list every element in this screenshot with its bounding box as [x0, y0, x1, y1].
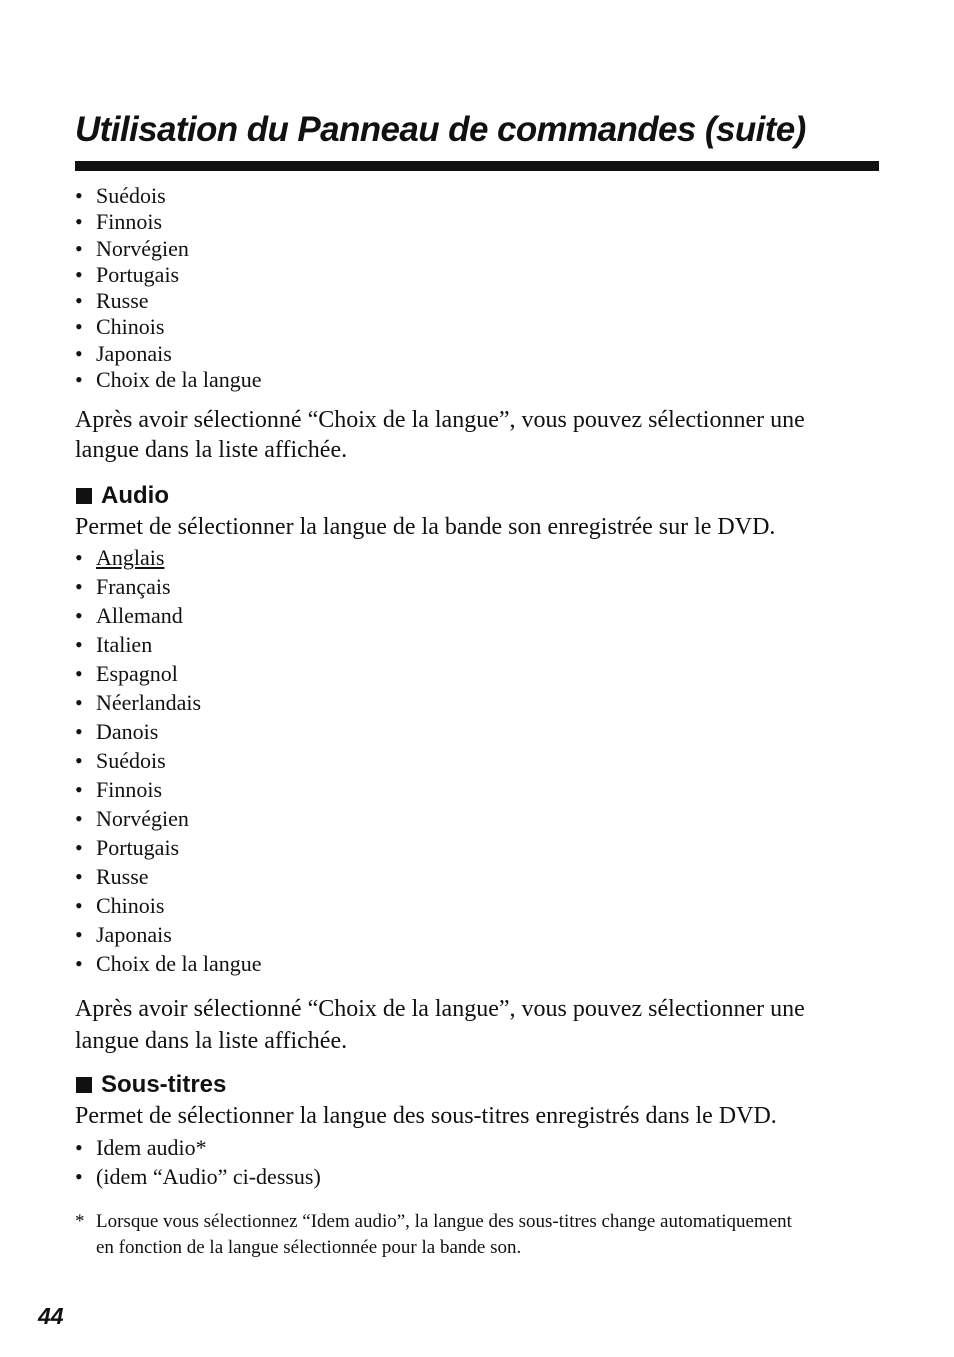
language-choice-note: [75, 405, 885, 465]
language-list-continued: [75, 183, 885, 393]
list-item: • Choix de la langue: [75, 949, 885, 978]
list-item: • (idem “Audio” ci-dessus): [75, 1162, 885, 1191]
subtitles-option-list: [75, 1133, 885, 1191]
list-item: • Finnois: [75, 209, 885, 235]
subtitles-heading-label: Sous-titres: [101, 1071, 227, 1099]
footnote-text: [96, 1209, 792, 1261]
footnote: [75, 1209, 885, 1261]
list-item: • Portugais: [75, 262, 885, 288]
list-item: • Chinois: [75, 891, 885, 920]
note-line: Après avoir sélectionné “Choix de la langue”, vous pouvez sélectionner une: [75, 996, 805, 1023]
audio-heading: [75, 481, 885, 511]
audio-heading-label: Audio: [101, 482, 169, 510]
footnote-line: Lorsque vous sélectionnez “Idem audio”, la langue des sous-titres change automatiquement: [96, 1211, 792, 1233]
list-item: • Russe: [75, 862, 885, 891]
list-item: • Choix de la langue: [75, 367, 885, 393]
list-item: • Portugais: [75, 833, 885, 862]
list-item: • Néerlandais: [75, 688, 885, 717]
footnote-line: en fonction de la langue sélectionnée pour la bande son.: [96, 1237, 522, 1259]
list-item: • Russe: [75, 288, 885, 314]
list-item: • Allemand: [75, 601, 885, 630]
list-item: • Japonais: [75, 341, 885, 367]
default-option-label: Anglais: [96, 545, 165, 571]
list-item: • Suédois: [75, 746, 885, 775]
list-item: • Finnois: [75, 775, 885, 804]
list-item: • Français: [75, 572, 885, 601]
subtitles-description: Permet de sélectionner la langue des sous-titres enregistrés dans le DVD.: [75, 1103, 777, 1130]
list-item: • Norvégien: [75, 804, 885, 833]
audio-language-list: [75, 543, 885, 978]
list-item: • Norvégien: [75, 236, 885, 262]
page-title: Utilisation du Panneau de commandes (suite): [75, 110, 806, 149]
audio-description: Permet de sélectionner la langue de la bande son enregistrée sur le DVD.: [75, 514, 776, 541]
footnote-marker: *: [75, 1211, 85, 1233]
black-square-icon: [76, 488, 92, 504]
list-item: • Japonais: [75, 920, 885, 949]
list-item: • Italien: [75, 630, 885, 659]
page-number: 44: [38, 1303, 64, 1329]
note-line: Après avoir sélectionné “Choix de la langue”, vous pouvez sélectionner une: [75, 407, 805, 434]
subtitles-heading: [75, 1070, 885, 1100]
list-item: • Espagnol: [75, 659, 885, 688]
list-item: • Suédois: [75, 183, 885, 209]
note-line: langue dans la liste affichée.: [75, 437, 348, 464]
title-rule: [75, 161, 879, 171]
black-square-icon: [76, 1077, 92, 1093]
list-item: • Idem audio*: [75, 1133, 885, 1162]
audio-language-choice-note: [75, 993, 885, 1057]
list-item: • Chinois: [75, 314, 885, 340]
page-content: [75, 183, 885, 1261]
list-item-default: [75, 543, 885, 572]
note-line: langue dans la liste affichée.: [75, 1028, 348, 1055]
list-item: • Danois: [75, 717, 885, 746]
